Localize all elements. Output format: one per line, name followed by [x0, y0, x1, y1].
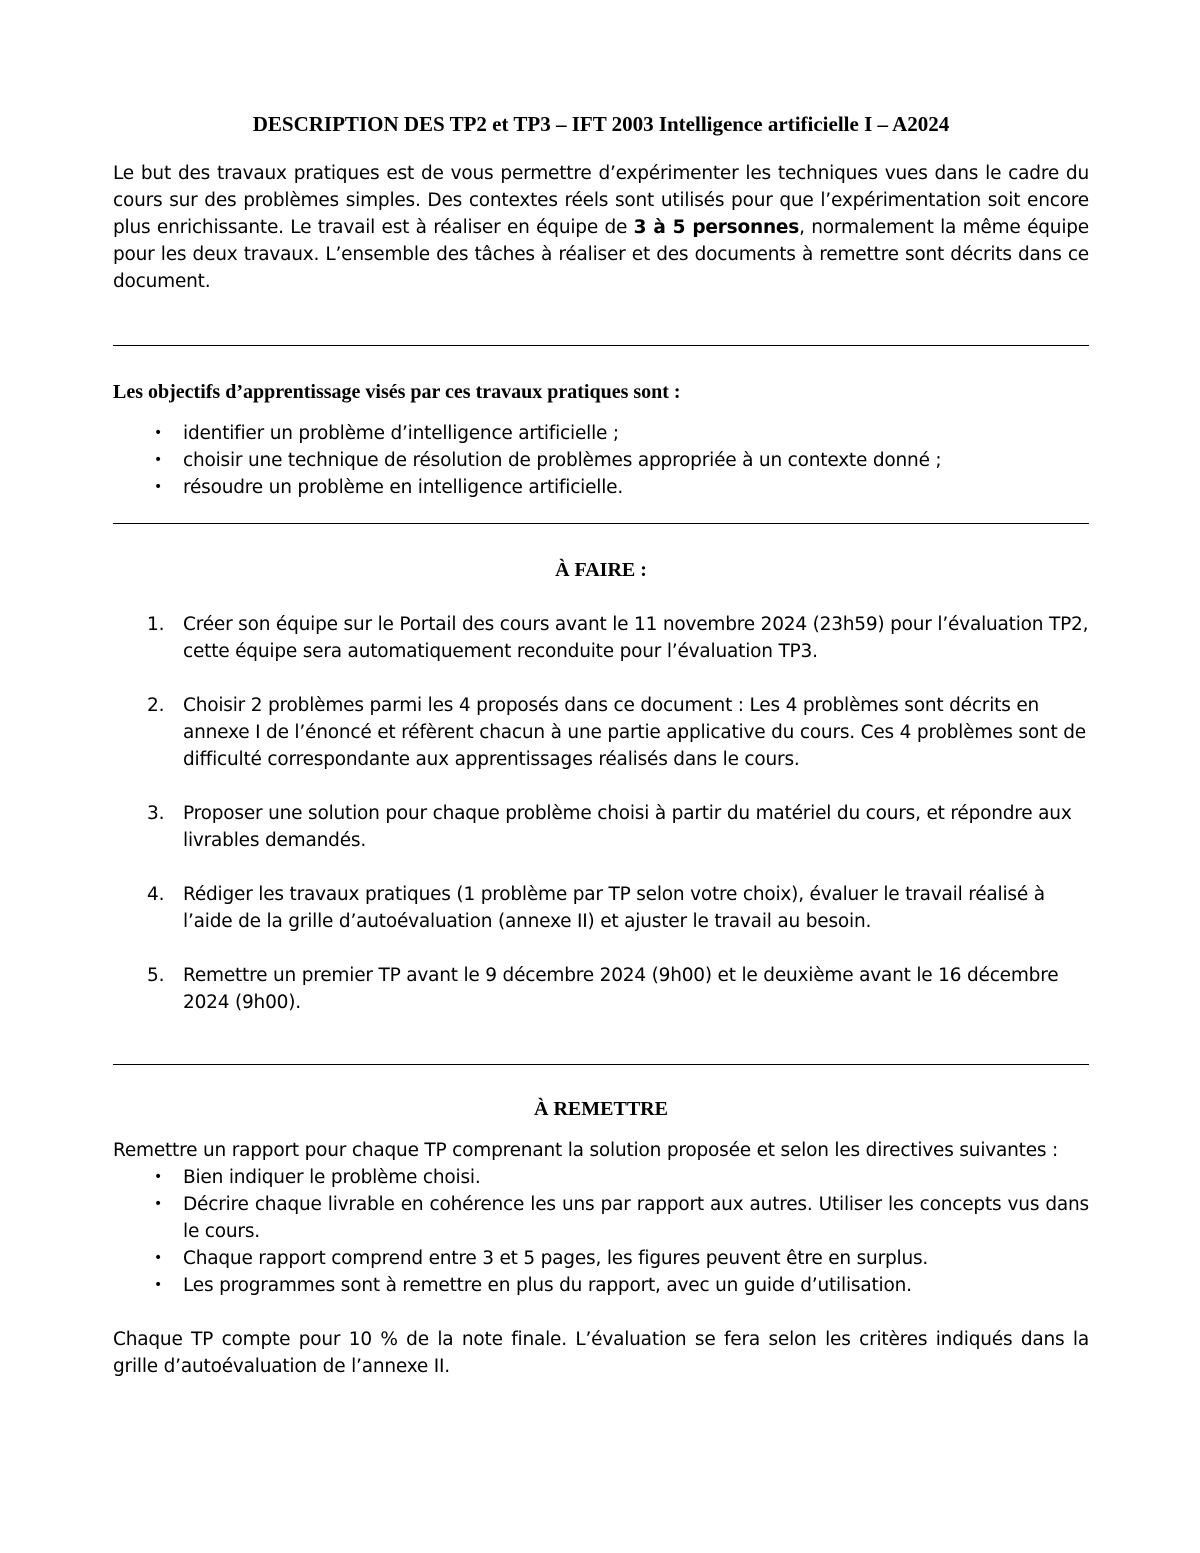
- list-item: • Chaque rapport comprend entre 3 et 5 pages, les figures peuvent être en surplus.: [113, 1245, 1089, 1272]
- closing-paragraph: Chaque TP compte pour 10 % de la note finale. L’évaluation se fera selon les critères indiqués dans la grille d’autoévaluation de l’annexe II.: [113, 1329, 1089, 1377]
- todo-heading: À FAIRE :: [555, 559, 647, 581]
- intro-text-end: , normalement la même équipe pour les deux travaux. L’ensemble des tâches à réaliser et des documents à remettre sont décrits dans ce document.: [113, 217, 1089, 292]
- todo-steps: [113, 611, 1089, 1016]
- intro-paragraph: [113, 160, 1089, 295]
- list-item: • Décrire chaque livrable en cohérence les uns par rapport aux autres. Utiliser les concepts vus dans le cours.: [113, 1191, 1089, 1245]
- document-title: DESCRIPTION DES TP2 et TP3 – IFT 2003 Intelligence artificielle I – A2024: [252, 112, 950, 136]
- list-item: • Les programmes sont à remettre en plus du rapport, avec un guide d’utilisation.: [113, 1272, 1089, 1299]
- list-item: • Bien indiquer le problème choisi.: [113, 1164, 1089, 1191]
- list-item: • choisir une technique de résolution de problèmes appropriée à un contexte donné ;: [113, 447, 1089, 474]
- bullet-glyph: •: [154, 1277, 163, 1293]
- list-item: 2. Choisir 2 problèmes parmi les 4 proposés dans ce document : Les 4 problèmes sont décrits en annexe I de l’énoncé et réfèrent chacun à une partie applicative du cours. Ces 4 problèmes sont de difficulté correspondante aux apprentissages réalisés dans le cours.: [113, 692, 1089, 773]
- list-item: • résoudre un problème en intelligence artificielle.: [113, 474, 1089, 501]
- bullet-glyph: •: [154, 1250, 163, 1266]
- step-number: 3.: [147, 803, 165, 824]
- step-number: 2.: [147, 695, 165, 716]
- list-item: 4. Rédiger les travaux pratiques (1 problème par TP selon votre choix), évaluer le travail réalisé à l’aide de la grille d’autoévaluation (annexe II) et ajuster le travail au besoin.: [113, 881, 1089, 935]
- intro-team-size: 3 à 5 personnes: [633, 217, 800, 238]
- submit-heading: À REMETTRE: [534, 1098, 668, 1120]
- step-number: 4.: [147, 884, 165, 905]
- intro-text-start: Le but des travaux pratiques est de vous permettre d’expérimenter les techniques vues dans le cadre du cours sur des problèmes simples. Des contextes réels sont utilisés pour que l’expérimentation soit encore plus enrichissante. Le travail est à réaliser en équipe de: [113, 163, 1089, 238]
- submit-directives-list: [113, 1164, 1089, 1299]
- objectives-list: [113, 420, 1089, 501]
- submit-intro: Remettre un rapport pour chaque TP comprenant la solution proposée et selon les directives suivantes :: [113, 1140, 1059, 1161]
- step-number: 5.: [147, 965, 165, 986]
- step-number: 1.: [147, 614, 165, 635]
- bullet-glyph: •: [154, 425, 163, 441]
- list-item: 5. Remettre un premier TP avant le 9 décembre 2024 (9h00) et le deuxième avant le 16 décembre 2024 (9h00).: [113, 962, 1089, 1016]
- bullet-glyph: •: [154, 1169, 163, 1185]
- list-item: 3. Proposer une solution pour chaque problème choisi à partir du matériel du cours, et répondre aux livrables demandés.: [113, 800, 1089, 854]
- bullet-glyph: •: [154, 1196, 163, 1212]
- objectives-heading: Les objectifs d’apprentissage visés par ces travaux pratiques sont :: [113, 381, 681, 403]
- document-page: [113, 110, 1089, 1380]
- bullet-glyph: •: [154, 479, 163, 495]
- list-item: • identifier un problème d’intelligence artificielle ;: [113, 420, 1089, 447]
- list-item: 1. Créer son équipe sur le Portail des cours avant le 11 novembre 2024 (23h59) pour l’évaluation TP2, cette équipe sera automatiquement reconduite pour l’évaluation TP3.: [113, 611, 1089, 665]
- bullet-glyph: •: [154, 452, 163, 468]
